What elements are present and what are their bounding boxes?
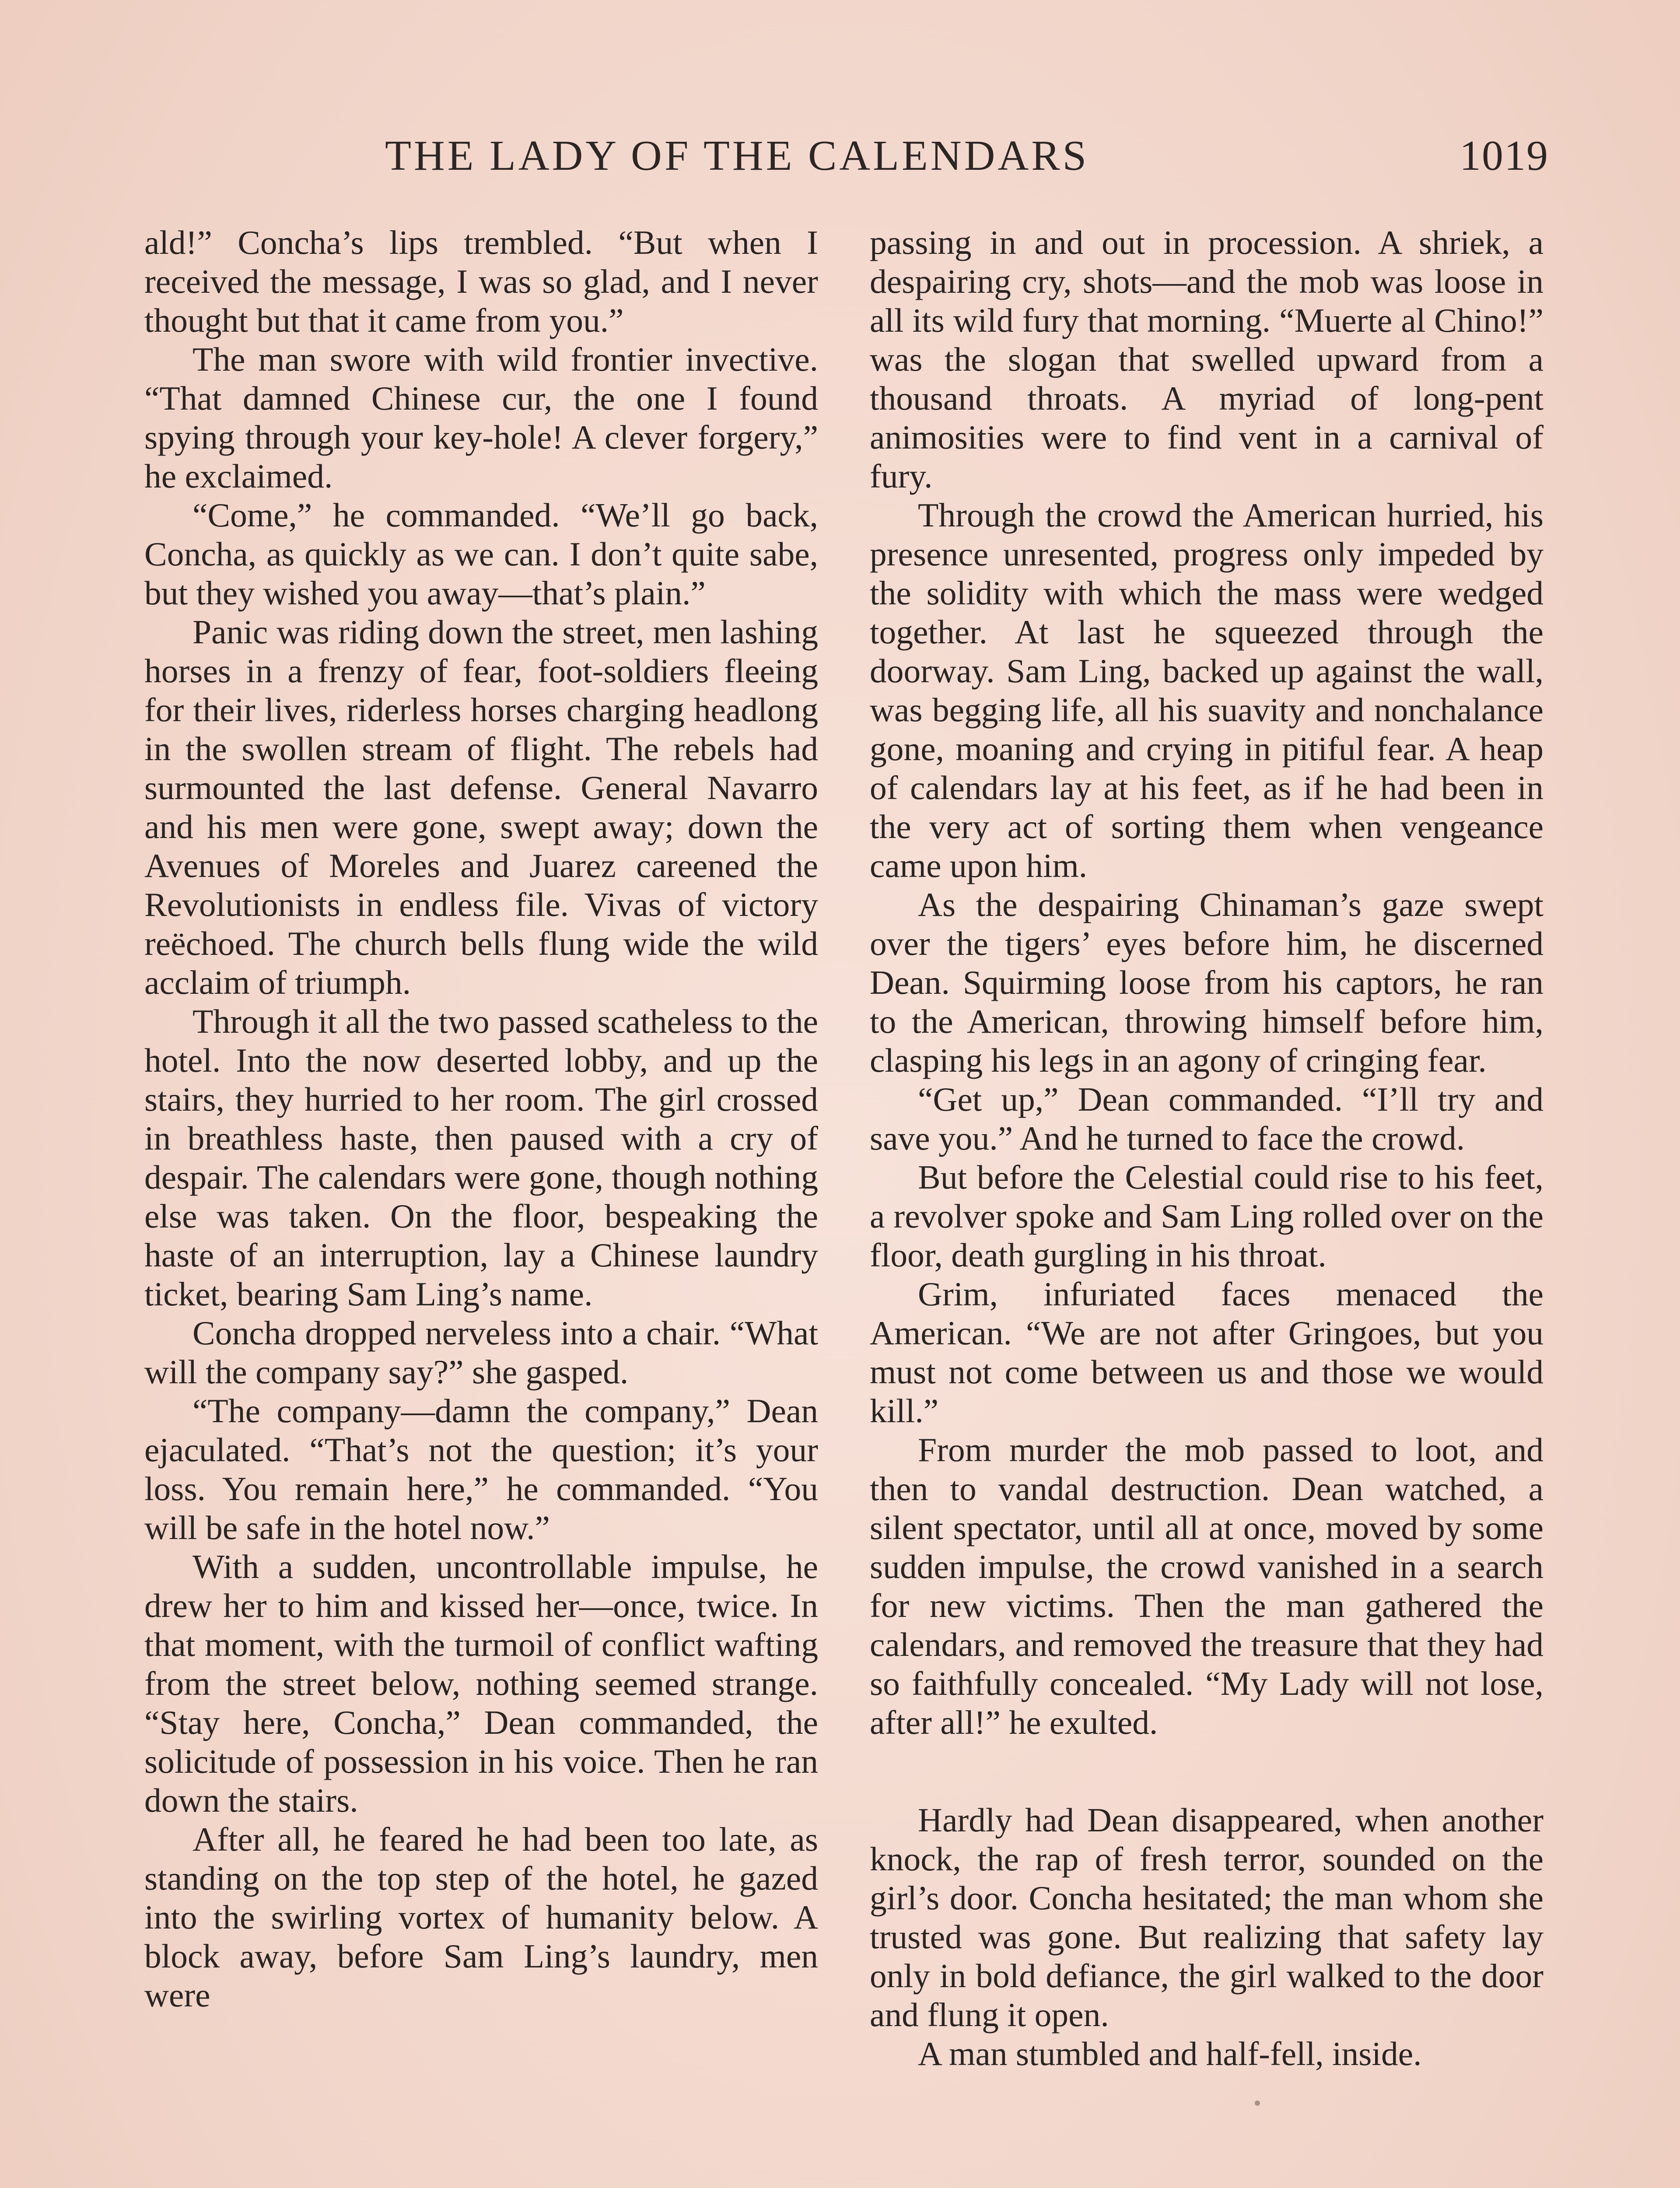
paragraph: Hardly had Dean disappeared, when another knock, the rap of fresh terror, sounded on the girl’s door. Concha hesitated; the man whom she trusted was gone. But realizing that safety lay only in bold defiance, the girl walked to the door and flung it open. [870,1801,1544,2034]
paragraph: As the despairing Chinaman’s gaze swept over the tigers’ eyes before him, he discerned Dean. Squirming loose from his captors, he ran to the American, throwing himself before him, clasping his legs in an agony of cringing fear. [870,886,1544,1079]
paragraph: passing in and out in procession. A shriek, a despairing cry, shots—and the mob was loose in all its wild fury that morning. “Muerte al Chino!” was the slogan that swelled upward from a thousand throats. A myriad of long-pent animosities were to find vent in a carnival of fury. [870,224,1544,495]
running-header [385,131,1549,184]
paragraph: Panic was riding down the street, men lashing horses in a frenzy of fear, foot-soldiers fleeing for their lives, riderless horses charging headlong in the swollen stream of flight. The rebels had surmounted the last defense. General Navarro and his men were gone, swept away; down the Avenues of Moreles and Juarez careened the Revolutionists in endless file. Vivas of victory reëchoed. The church bells flung wide the wild acclaim of triumph. [144,613,818,1001]
paragraph: Grim, infuriated faces menaced the American. “We are not after Gringoes, but you must not come between us and those we would kill.” [870,1275,1544,1430]
paragraph: Concha dropped nerveless into a chair. “What will the company say?” she gasped. [144,1314,818,1391]
paper-speck [1255,2100,1260,2106]
page-number: 1019 [1460,132,1549,179]
paragraph: Through the crowd the American hurried, his presence unresented, progress only impeded by the solidity with which the mass were wedged together. At last he squeezed through the doorway. Sam Ling, backed up against the wall, was begging life, all his suavity and nonchalance gone, moaning and crying in pitiful fear. A heap of calendars lay at his feet, as if he had been in the very act of sorting them when vengeance came upon him. [870,496,1544,884]
paragraph: With a sudden, uncontrollable impulse, he drew her to him and kissed her—once, twice. In that moment, with the turmoil of conflict wafting from the street below, nothing seemed strange. “Stay here, Concha,” Dean commanded, the solicitude of possession in his voice. Then he ran down the stairs. [144,1548,818,1819]
paragraph: The man swore with wild frontier invective. “That damned Chinese cur, the one I found spying through your key-hole! A clever forgery,” he exclaimed. [144,340,818,495]
paragraph: “Come,” he commanded. “We’ll go back, Concha, as quickly as we can. I don’t quite sabe, but they wished you away—that’s plain.” [144,496,818,612]
paragraph: ald!” Concha’s lips trembled. “But when I received the message, I was so glad, and I never thought but that it came from you.” [144,224,818,339]
paragraph: But before the Celestial could rise to his feet, a revolver spoke and Sam Ling rolled over on the floor, death gurgling in his throat. [870,1158,1544,1274]
paragraph: After all, he feared he had been too late, as standing on the top step of the hotel, he gazed into the swirling vortex of humanity below. A block away, before Sam Ling’s laundry, men were [144,1820,818,2014]
left-column [144,223,818,2015]
paragraph: “Get up,” Dean commanded. “I’ll try and save you.” And he turned to face the crowd. [870,1080,1544,1157]
paragraph: From murder the mob passed to loot, and then to vandal destruction. Dean watched, a silent spectator, until all at once, moved by some sudden impulse, the crowd vanished in a search for new victims. Then the man gathered the calendars, and removed the treasure that they had so faithfully concealed. “My Lady will not lose, after all!” he exulted. [870,1431,1544,1741]
running-title: THE LADY OF THE CALENDARS [385,132,1089,179]
paragraph: A man stumbled and half-fell, inside. [918,2035,1422,2072]
paragraph: Through it all the two passed scatheless to the hotel. Into the now deserted lobby, and up the stairs, they hurried to her room. The girl crossed in breathless haste, then paused with a cry of despair. The calendars were gone, though nothing else was taken. On the floor, bespeaking the haste of an interruption, lay a Chinese laundry ticket, bearing Sam Ling’s name. [144,1003,818,1313]
right-column [870,223,1544,2073]
paragraph: “The company—damn the company,” Dean ejaculated. “That’s not the question; it’s your loss. You remain here,” he commanded. “You will be safe in the hotel now.” [144,1392,818,1546]
